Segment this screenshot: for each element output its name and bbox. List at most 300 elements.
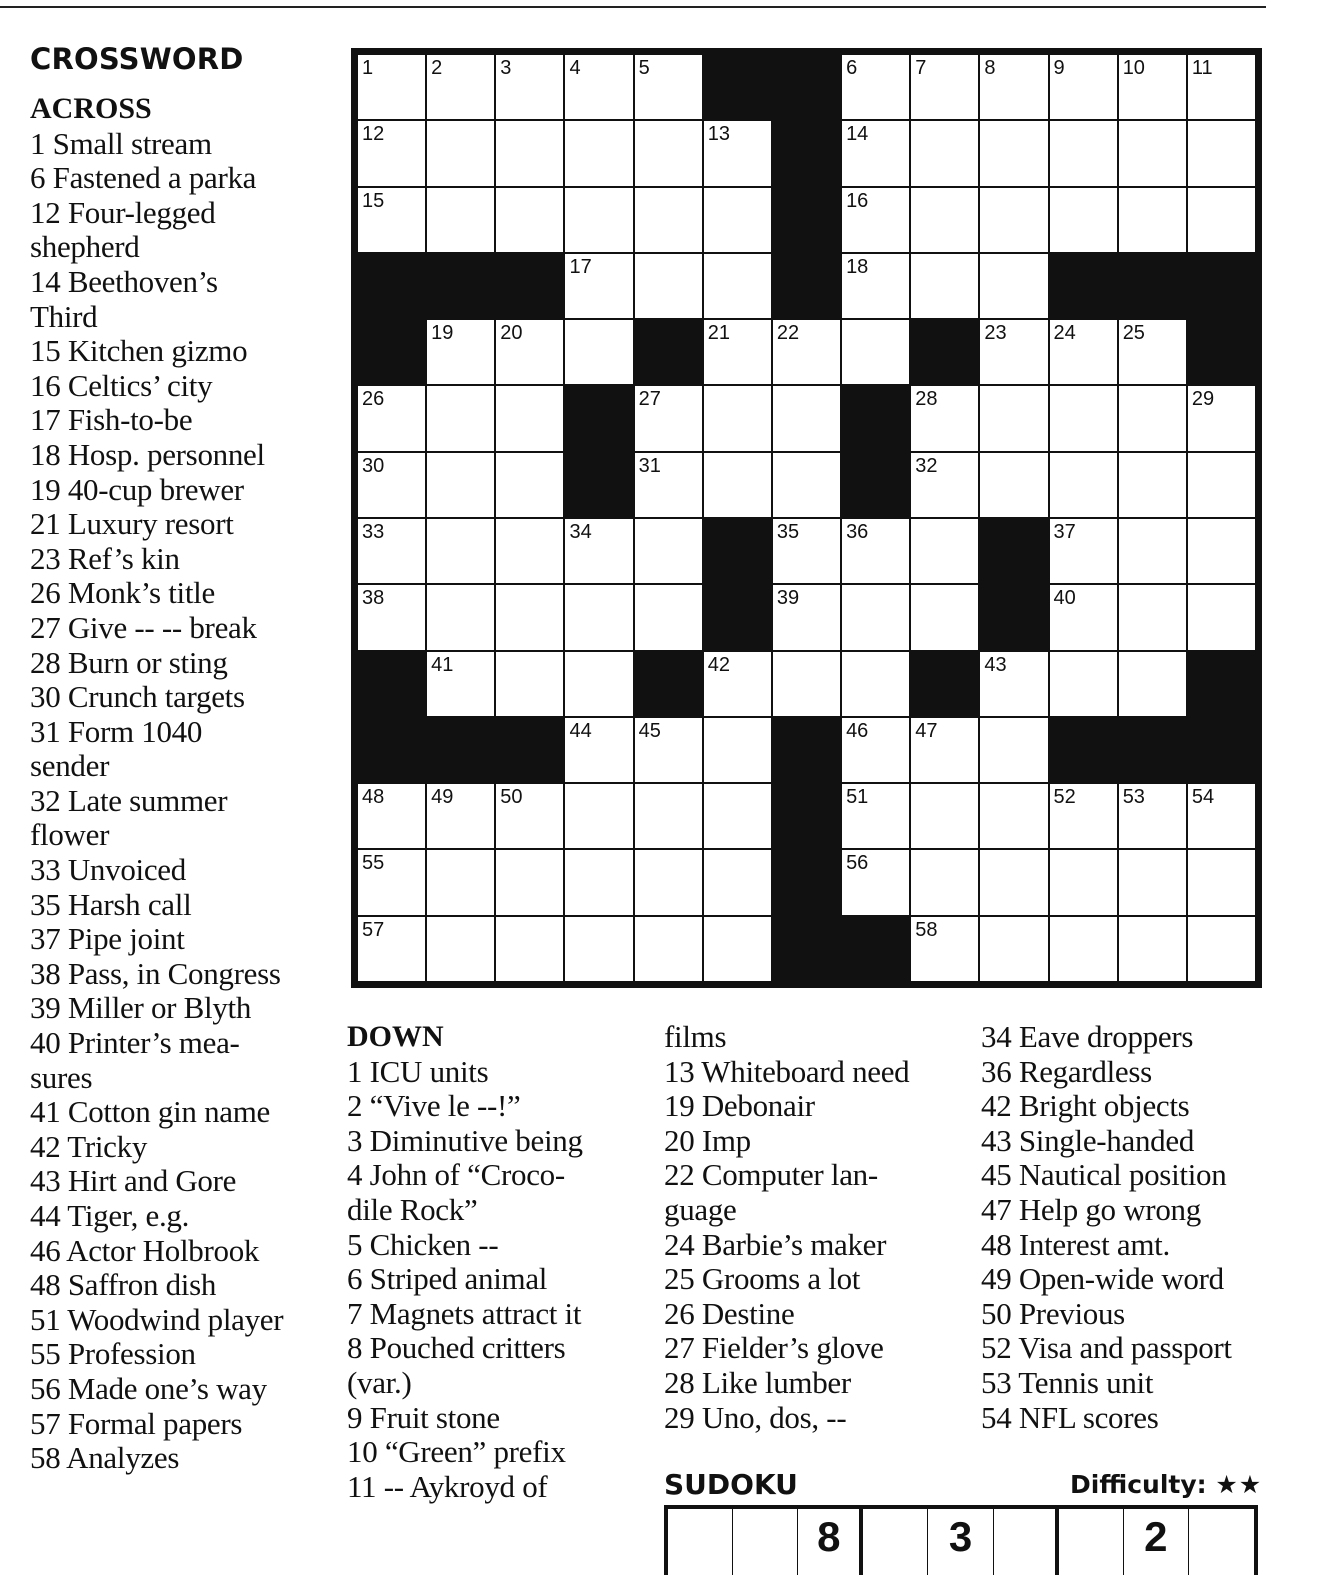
grid-cell	[565, 254, 632, 318]
black-square	[635, 320, 702, 384]
grid-cell	[911, 55, 978, 119]
grid-cell	[704, 320, 771, 384]
grid-cell	[427, 585, 494, 649]
sudoku-cell: 8	[798, 1509, 863, 1575]
black-square	[842, 386, 909, 450]
grid-cell	[635, 519, 702, 583]
clue-number: 37	[1053, 520, 1076, 543]
clue-line: 43 Single-handed	[981, 1122, 1195, 1158]
clue-line: 40 Printer’s mea-	[30, 1025, 240, 1061]
black-square	[704, 519, 771, 583]
clue-line: 22 Computer lan-	[664, 1157, 878, 1193]
sudoku-grid	[664, 1505, 1258, 1575]
difficulty-label: Difficulty	[1070, 1470, 1197, 1499]
clue-number: 46	[846, 719, 869, 742]
clue-number: 13	[707, 123, 731, 146]
clue-line: 13 Whiteboard need	[664, 1053, 910, 1089]
grid-cell	[496, 121, 563, 185]
clue-line: 46 Actor Holbrook	[30, 1232, 260, 1268]
clue-number: 4	[569, 57, 581, 79]
clue-line: 48 Saffron dish	[30, 1267, 217, 1303]
grid-cell	[704, 784, 771, 848]
clue-line: 51 Woodwind player	[30, 1301, 284, 1337]
sudoku-title: SUDOKU	[664, 1468, 798, 1501]
grid-cell	[980, 254, 1047, 318]
grid-cell	[773, 585, 840, 649]
grid-cell	[980, 718, 1047, 782]
clue-line: 31 Form 1040	[30, 713, 203, 749]
clue-line: 54 NFL scores	[981, 1399, 1159, 1435]
black-square	[773, 784, 840, 848]
clue-line: 29 Uno, dos, --	[664, 1399, 847, 1435]
grid-cell	[635, 917, 702, 981]
grid-cell	[704, 386, 771, 450]
grid-cell	[911, 585, 978, 649]
crossword-title: CROSSWORD	[30, 42, 244, 76]
grid-cell	[1050, 320, 1117, 384]
grid-cell	[980, 386, 1047, 450]
across-heading: ACROSS	[30, 92, 152, 125]
grid-cell	[911, 784, 978, 848]
sudoku-cell	[1189, 1509, 1254, 1575]
grid-cell	[496, 850, 563, 914]
clue-line: 35 Harsh call	[30, 886, 192, 922]
clue-line: 17 Fish-to-be	[30, 402, 193, 438]
grid-cell	[980, 320, 1047, 384]
black-square	[565, 386, 632, 450]
black-square	[1050, 254, 1117, 318]
clue-number: 49	[431, 786, 454, 809]
grid-cell	[358, 850, 425, 914]
clue-line: 55 Profession	[30, 1336, 196, 1372]
sudoku-cell: 2	[1124, 1509, 1189, 1575]
black-square	[358, 652, 425, 716]
grid-cell	[1050, 519, 1117, 583]
grid-cell	[565, 55, 632, 119]
down-clue-list-1	[347, 1055, 647, 1505]
across-clue-list	[30, 127, 330, 1476]
clue-number: 54	[1191, 786, 1215, 809]
grid-cell	[842, 850, 909, 914]
clue-line: 58 Analyzes	[30, 1440, 180, 1476]
down-clue-list-3	[981, 1020, 1281, 1435]
black-square	[1188, 652, 1255, 716]
clue-line: 8 Pouched critters	[347, 1330, 566, 1366]
grid-cell	[842, 585, 909, 649]
grid-cell	[565, 652, 632, 716]
grid-cell	[1119, 55, 1186, 119]
grid-cell	[427, 188, 494, 252]
clue-line: 24 Barbie’s maker	[664, 1226, 887, 1262]
clue-line: 23 Ref’s kin	[30, 540, 180, 576]
clue-number: 39	[776, 587, 800, 610]
grid-cell	[911, 188, 978, 252]
clue-line: 15 Kitchen gizmo	[30, 333, 248, 369]
grid-cell	[1119, 121, 1186, 185]
clue-number: 19	[431, 322, 454, 345]
clue-line: 42 Bright objects	[981, 1088, 1190, 1124]
black-square	[980, 519, 1047, 583]
sudoku-cell	[1059, 1509, 1124, 1575]
grid-cell	[427, 121, 494, 185]
grid-cell	[1188, 519, 1255, 583]
grid-cell	[496, 453, 563, 517]
black-square	[911, 320, 978, 384]
grid-cell	[980, 188, 1047, 252]
grid-cell	[358, 55, 425, 119]
grid-cell	[496, 386, 563, 450]
clue-line: shepherd	[30, 229, 140, 265]
grid-cell	[496, 519, 563, 583]
grid-cell	[911, 453, 978, 517]
black-square	[704, 585, 771, 649]
grid-cell	[635, 453, 702, 517]
grid-cell	[773, 652, 840, 716]
clue-number: 33	[362, 520, 385, 543]
grid-cell	[773, 320, 840, 384]
clue-line: films	[664, 1019, 727, 1054]
grid-cell	[842, 188, 909, 252]
grid-cell	[427, 850, 494, 914]
grid-cell	[1119, 652, 1186, 716]
grid-cell	[635, 386, 702, 450]
grid-cell	[1188, 453, 1255, 517]
clue-number: 29	[1191, 388, 1215, 411]
clue-line: 48 Interest amt.	[981, 1226, 1170, 1262]
grid-cell	[911, 121, 978, 185]
grid-cell	[704, 718, 771, 782]
sudoku-cell	[863, 1509, 928, 1575]
clue-line: flower	[30, 817, 110, 853]
clue-number: 17	[569, 255, 592, 278]
clue-line: 4 John of “Croco-	[347, 1157, 565, 1193]
grid-cell	[911, 850, 978, 914]
black-square	[980, 585, 1047, 649]
black-square	[773, 718, 840, 782]
clue-line: 3 Diminutive being	[347, 1122, 583, 1158]
clue-number: 51	[846, 786, 869, 809]
grid-cell	[980, 652, 1047, 716]
clue-line: Third	[30, 298, 98, 334]
clue-number: 32	[915, 454, 938, 477]
clue-line: 47 Help go wrong	[981, 1191, 1201, 1227]
clue-line: 19 Debonair	[664, 1088, 815, 1124]
grid-cell	[635, 188, 702, 252]
grid-cell	[358, 121, 425, 185]
grid-cell	[427, 652, 494, 716]
grid-cell	[496, 55, 563, 119]
black-square	[1188, 718, 1255, 782]
clue-number: 53	[1122, 786, 1145, 809]
black-square	[427, 254, 494, 318]
crossword-grid	[351, 48, 1262, 988]
black-square	[427, 718, 494, 782]
clue-line: 32 Late summer	[30, 782, 228, 818]
grid-cell	[1050, 386, 1117, 450]
clue-line: 9 Fruit stone	[347, 1399, 500, 1435]
grid-cell	[635, 718, 702, 782]
grid-cell	[1119, 453, 1186, 517]
grid-cell	[496, 784, 563, 848]
clue-number: 7	[915, 57, 927, 79]
clue-number: 57	[362, 918, 385, 941]
clue-number: 47	[915, 719, 938, 742]
black-square	[842, 453, 909, 517]
black-square	[773, 254, 840, 318]
grid-cell	[427, 386, 494, 450]
clue-number: 36	[846, 520, 869, 543]
grid-cell	[842, 121, 909, 185]
clue-number: 50	[500, 786, 523, 809]
clue-number: 18	[846, 255, 869, 278]
grid-cell	[842, 254, 909, 318]
clue-line: 56 Made one’s way	[30, 1370, 267, 1406]
clue-line: 20 Imp	[664, 1122, 751, 1158]
grid-cell	[358, 917, 425, 981]
grid-cell	[496, 320, 563, 384]
clue-line: 52 Visa and passport	[981, 1330, 1232, 1366]
clue-number: 52	[1053, 786, 1076, 809]
clue-number: 44	[569, 719, 592, 742]
grid-cell	[980, 917, 1047, 981]
clue-line: 1 ICU units	[347, 1053, 489, 1089]
sudoku-cell: 3	[928, 1509, 993, 1575]
grid-cell	[1188, 386, 1255, 450]
grid-cell	[358, 784, 425, 848]
grid-cell	[1188, 55, 1255, 119]
grid-cell	[704, 917, 771, 981]
grid-cell	[1050, 55, 1117, 119]
clue-number: 30	[362, 454, 385, 477]
grid-cell	[980, 784, 1047, 848]
down-clues-column-2	[664, 1020, 974, 1435]
grid-cell	[427, 453, 494, 517]
black-square	[773, 850, 840, 914]
clue-number: 26	[362, 388, 385, 411]
grid-cell	[1050, 121, 1117, 185]
grid-cell	[1050, 917, 1117, 981]
clue-number: 1	[362, 57, 374, 79]
clue-line: 14 Beethoven’s	[30, 263, 218, 299]
clue-number: 38	[362, 587, 385, 610]
grid-cell	[1188, 850, 1255, 914]
grid-cell	[1119, 386, 1186, 450]
black-square	[911, 652, 978, 716]
clue-number: 10	[1122, 57, 1145, 79]
clue-number: 28	[915, 388, 938, 411]
clue-line: 10 “Green” prefix	[347, 1434, 566, 1470]
grid-cell	[1050, 784, 1117, 848]
clue-line: 16 Celtics’ city	[30, 367, 213, 403]
grid-cell	[911, 254, 978, 318]
grid-cell	[565, 585, 632, 649]
clue-number: 15	[362, 189, 385, 212]
grid-cell	[1119, 188, 1186, 252]
grid-cell	[980, 121, 1047, 185]
clue-line: 6 Striped animal	[347, 1261, 548, 1297]
grid-cell	[1188, 188, 1255, 252]
grid-cell	[842, 55, 909, 119]
grid-cell	[1119, 850, 1186, 914]
grid-cell	[980, 55, 1047, 119]
clue-line: 1 Small stream	[30, 125, 212, 161]
grid-cell	[1188, 917, 1255, 981]
grid-cell	[565, 121, 632, 185]
across-clues	[30, 92, 330, 1476]
grid-cell	[427, 320, 494, 384]
black-square	[1188, 254, 1255, 318]
clue-line: 12 Four-legged	[30, 194, 216, 230]
clue-line: 44 Tiger, e.g.	[30, 1198, 190, 1233]
grid-cell	[565, 320, 632, 384]
black-square	[1119, 718, 1186, 782]
grid-cell	[1050, 585, 1117, 649]
sudoku-cell	[994, 1509, 1059, 1575]
clue-line: 39 Miller or Blyth	[30, 990, 252, 1026]
clue-line: 49 Open-wide word	[981, 1261, 1224, 1297]
grid-cell	[565, 519, 632, 583]
clue-line: 27 Fielder’s glove	[664, 1330, 884, 1366]
grid-cell	[1050, 453, 1117, 517]
down-clues-column-3	[981, 1020, 1281, 1435]
clue-number: 12	[362, 123, 385, 146]
grid-cell	[704, 850, 771, 914]
black-square	[773, 121, 840, 185]
clue-line: dile Rock”	[347, 1191, 478, 1227]
clue-line: 27 Give -- -- break	[30, 609, 257, 645]
clue-line: sures	[30, 1059, 93, 1095]
grid-cell	[427, 519, 494, 583]
grid-cell	[358, 453, 425, 517]
grid-cell	[358, 188, 425, 252]
clue-number: 11	[1191, 57, 1213, 79]
grid-cell	[773, 386, 840, 450]
clue-line: 26 Destine	[664, 1295, 795, 1331]
clue-number: 14	[846, 123, 869, 146]
sudoku-cell	[733, 1509, 798, 1575]
clue-line: 6 Fastened a parka	[30, 160, 257, 196]
grid-cell	[1050, 850, 1117, 914]
grid-cell	[427, 55, 494, 119]
black-square	[1119, 254, 1186, 318]
clue-line: 33 Unvoiced	[30, 852, 186, 888]
top-rule	[0, 6, 1266, 8]
grid-cell	[565, 850, 632, 914]
grid-cell	[911, 519, 978, 583]
grid-cell	[565, 718, 632, 782]
grid-cell	[635, 254, 702, 318]
black-square	[704, 55, 771, 119]
clue-line: 21 Luxury resort	[30, 506, 234, 542]
black-square	[496, 254, 563, 318]
clue-line: 26 Monk’s title	[30, 575, 215, 611]
black-square	[773, 917, 840, 981]
grid-cell	[427, 917, 494, 981]
clue-line: 28 Like lumber	[664, 1364, 851, 1400]
clue-number: 21	[707, 322, 731, 345]
black-square	[773, 188, 840, 252]
clue-line: 30 Crunch targets	[30, 679, 245, 715]
grid-cell	[1050, 652, 1117, 716]
clue-number: 35	[776, 520, 800, 543]
black-square	[358, 254, 425, 318]
grid-cell	[704, 652, 771, 716]
clue-line: 45 Nautical position	[981, 1157, 1227, 1193]
clue-number: 34	[569, 520, 592, 543]
clue-number: 55	[362, 852, 385, 875]
clue-line: 25 Grooms a lot	[664, 1261, 861, 1297]
clue-line: 28 Burn or sting	[30, 644, 228, 680]
grid-cell	[911, 718, 978, 782]
clue-line: 7 Magnets attract it	[347, 1295, 582, 1331]
grid-cell	[911, 917, 978, 981]
grid-cell	[496, 188, 563, 252]
grid-cell	[427, 784, 494, 848]
clue-number: 5	[638, 57, 650, 79]
grid-cell	[842, 784, 909, 848]
down-heading: DOWN	[347, 1020, 444, 1053]
grid-cell	[635, 784, 702, 848]
clue-number: 22	[776, 322, 800, 345]
clue-line: 11 -- Aykroyd of	[347, 1468, 548, 1504]
grid-cell	[1119, 784, 1186, 848]
clue-number: 3	[500, 57, 512, 79]
clue-number: 16	[846, 189, 869, 212]
grid-cell	[635, 121, 702, 185]
grid-cell	[496, 917, 563, 981]
black-square	[358, 320, 425, 384]
sudoku-difficulty: Difficulty: ★★	[1070, 1470, 1263, 1499]
clue-number: 41	[431, 653, 454, 676]
grid-cell	[704, 254, 771, 318]
clue-line: guage	[664, 1191, 737, 1227]
clue-number: 43	[984, 653, 1007, 676]
clue-line: 42 Tricky	[30, 1128, 148, 1164]
grid-cell	[1119, 917, 1186, 981]
clue-line: 2 “Vive le --!”	[347, 1088, 521, 1124]
grid-cell	[980, 453, 1047, 517]
clue-line: 53 Tennis unit	[981, 1364, 1154, 1400]
clue-line: 50 Previous	[981, 1295, 1125, 1331]
black-square	[635, 652, 702, 716]
grid-cell	[635, 55, 702, 119]
difficulty-stars-icon: ★★	[1215, 1470, 1263, 1499]
clue-line: 34 Eave droppers	[981, 1019, 1194, 1054]
grid-cell	[911, 386, 978, 450]
clue-number: 24	[1053, 322, 1076, 345]
grid-cell	[773, 519, 840, 583]
clue-number: 48	[362, 786, 385, 809]
clue-number: 58	[915, 918, 938, 941]
clue-number: 42	[707, 653, 731, 676]
clue-number: 31	[638, 454, 661, 477]
clue-line: 37 Pipe joint	[30, 921, 185, 957]
grid-cell	[1188, 585, 1255, 649]
grid-cell	[1050, 188, 1117, 252]
grid-cell	[980, 850, 1047, 914]
black-square	[773, 55, 840, 119]
down-clue-list-2	[664, 1020, 974, 1435]
grid-cell	[704, 453, 771, 517]
grid-cell	[704, 188, 771, 252]
grid-cell	[358, 386, 425, 450]
clue-line: sender	[30, 748, 110, 784]
grid-cell	[842, 320, 909, 384]
grid-cell	[1119, 320, 1186, 384]
clue-line: 38 Pass, in Congress	[30, 955, 281, 991]
clue-number: 45	[638, 719, 661, 742]
grid-cell	[496, 652, 563, 716]
